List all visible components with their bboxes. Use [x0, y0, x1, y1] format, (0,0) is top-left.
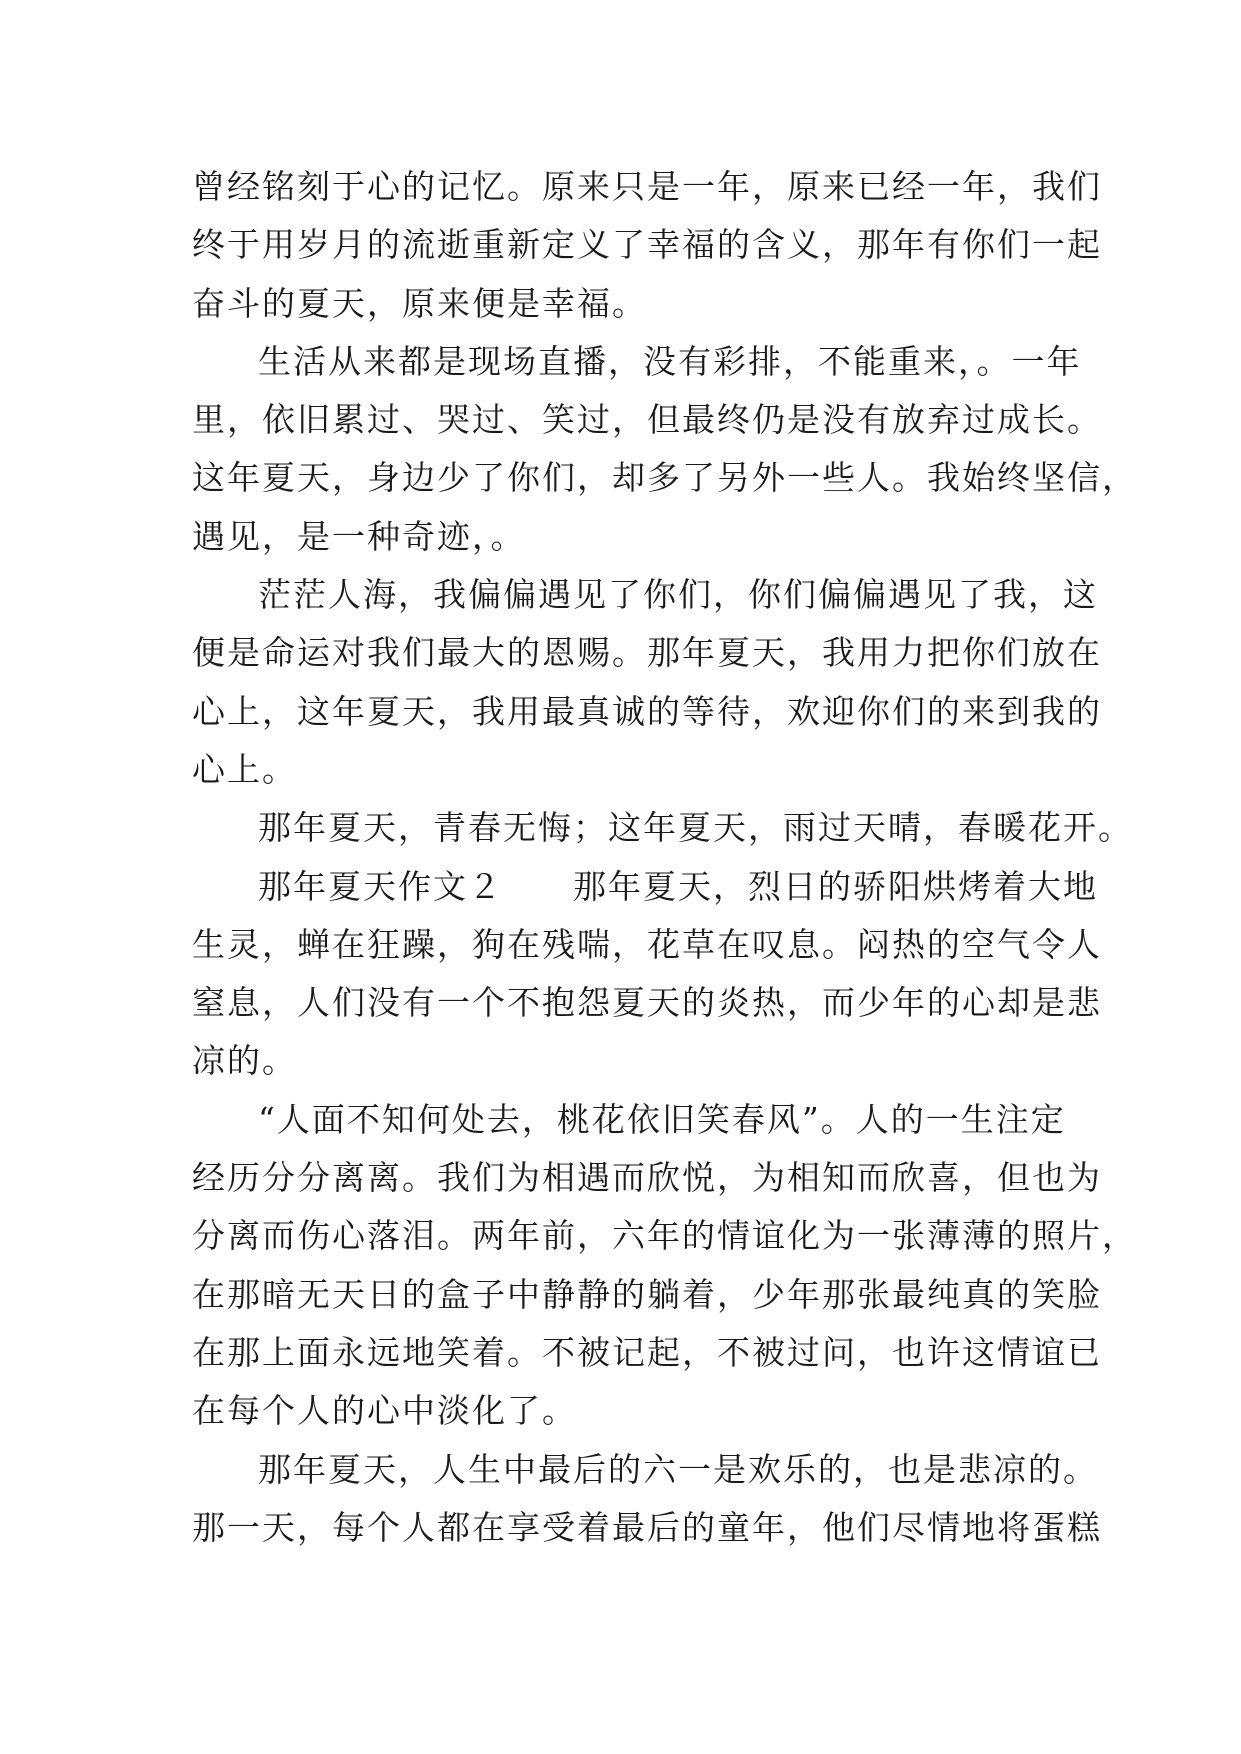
text-line: 那一天，每个人都在享受着最后的童年，他们尽情地将蛋糕 [192, 1507, 1102, 1547]
text-line: 在那暗无天日的盒子中静静的躺着，少年那张最纯真的笑脸 [192, 1274, 1102, 1314]
text-line: 终于用岁月的流逝重新定义了幸福的含义，那年有你们一起 [192, 225, 1102, 265]
text-line: 心上。 [192, 749, 297, 789]
text-line: 在那上面永远地笑着。不被记起，不被过问，也许这情谊已 [192, 1332, 1102, 1372]
text-line: 遇见，是一种奇迹，。 [192, 516, 526, 556]
text-line: 茫茫人海，我偏偏遇见了你们，你们偏偏遇见了我，这 [258, 575, 1098, 615]
text-line: 里，依旧累过、哭过、笑过，但最终仍是没有放弃过成长。 [192, 400, 1102, 440]
text-line: 那年夏天作文２ 那年夏天，烈日的骄阳烘烤着大地 [258, 866, 1098, 906]
text-line: 奋斗的夏天，原来便是幸福。 [192, 283, 647, 323]
text-line: “人面不知何处去，桃花依旧笑春风”。人的一生注定 [258, 1099, 1066, 1139]
text-line: 生活从来都是现场直播，没有彩排，不能重来，。一年 [258, 341, 1082, 381]
text-line: 那年夏天，青春无悔；这年夏天，雨过天晴，春暖花开。 [258, 808, 1133, 848]
body-text [192, 158, 1137, 1557]
text-line: 那年夏天，人生中最后的六一是欢乐的，也是悲凉的。 [258, 1449, 1098, 1489]
text-line: 窒息，人们没有一个不抱怨夏天的炎热，而少年的心却是悲 [192, 983, 1102, 1023]
text-line: 凉的。 [192, 1041, 297, 1081]
text-line: 心上，这年夏天，我用最真诚的等待，欢迎你们的来到我的 [192, 691, 1102, 731]
text-line: 分离而伤心落泪。两年前，六年的情谊化为一张薄薄的照片， [192, 1216, 1137, 1256]
text-line: 经历分分离离。我们为相遇而欣悦，为相知而欣喜，但也为 [192, 1158, 1102, 1198]
text-line: 这年夏天，身边少了你们，却多了另外一些人。我始终坚信， [192, 458, 1137, 498]
text-line: 在每个人的心中淡化了。 [192, 1391, 577, 1431]
text-line: 生灵，蝉在狂躁，狗在残喘，花草在叹息。闷热的空气令人 [192, 924, 1102, 964]
text-line: 便是命运对我们最大的恩赐。那年夏天，我用力把你们放在 [192, 633, 1102, 673]
text-line: 曾经铭刻于心的记忆。原来只是一年，原来已经一年，我们 [192, 167, 1102, 206]
